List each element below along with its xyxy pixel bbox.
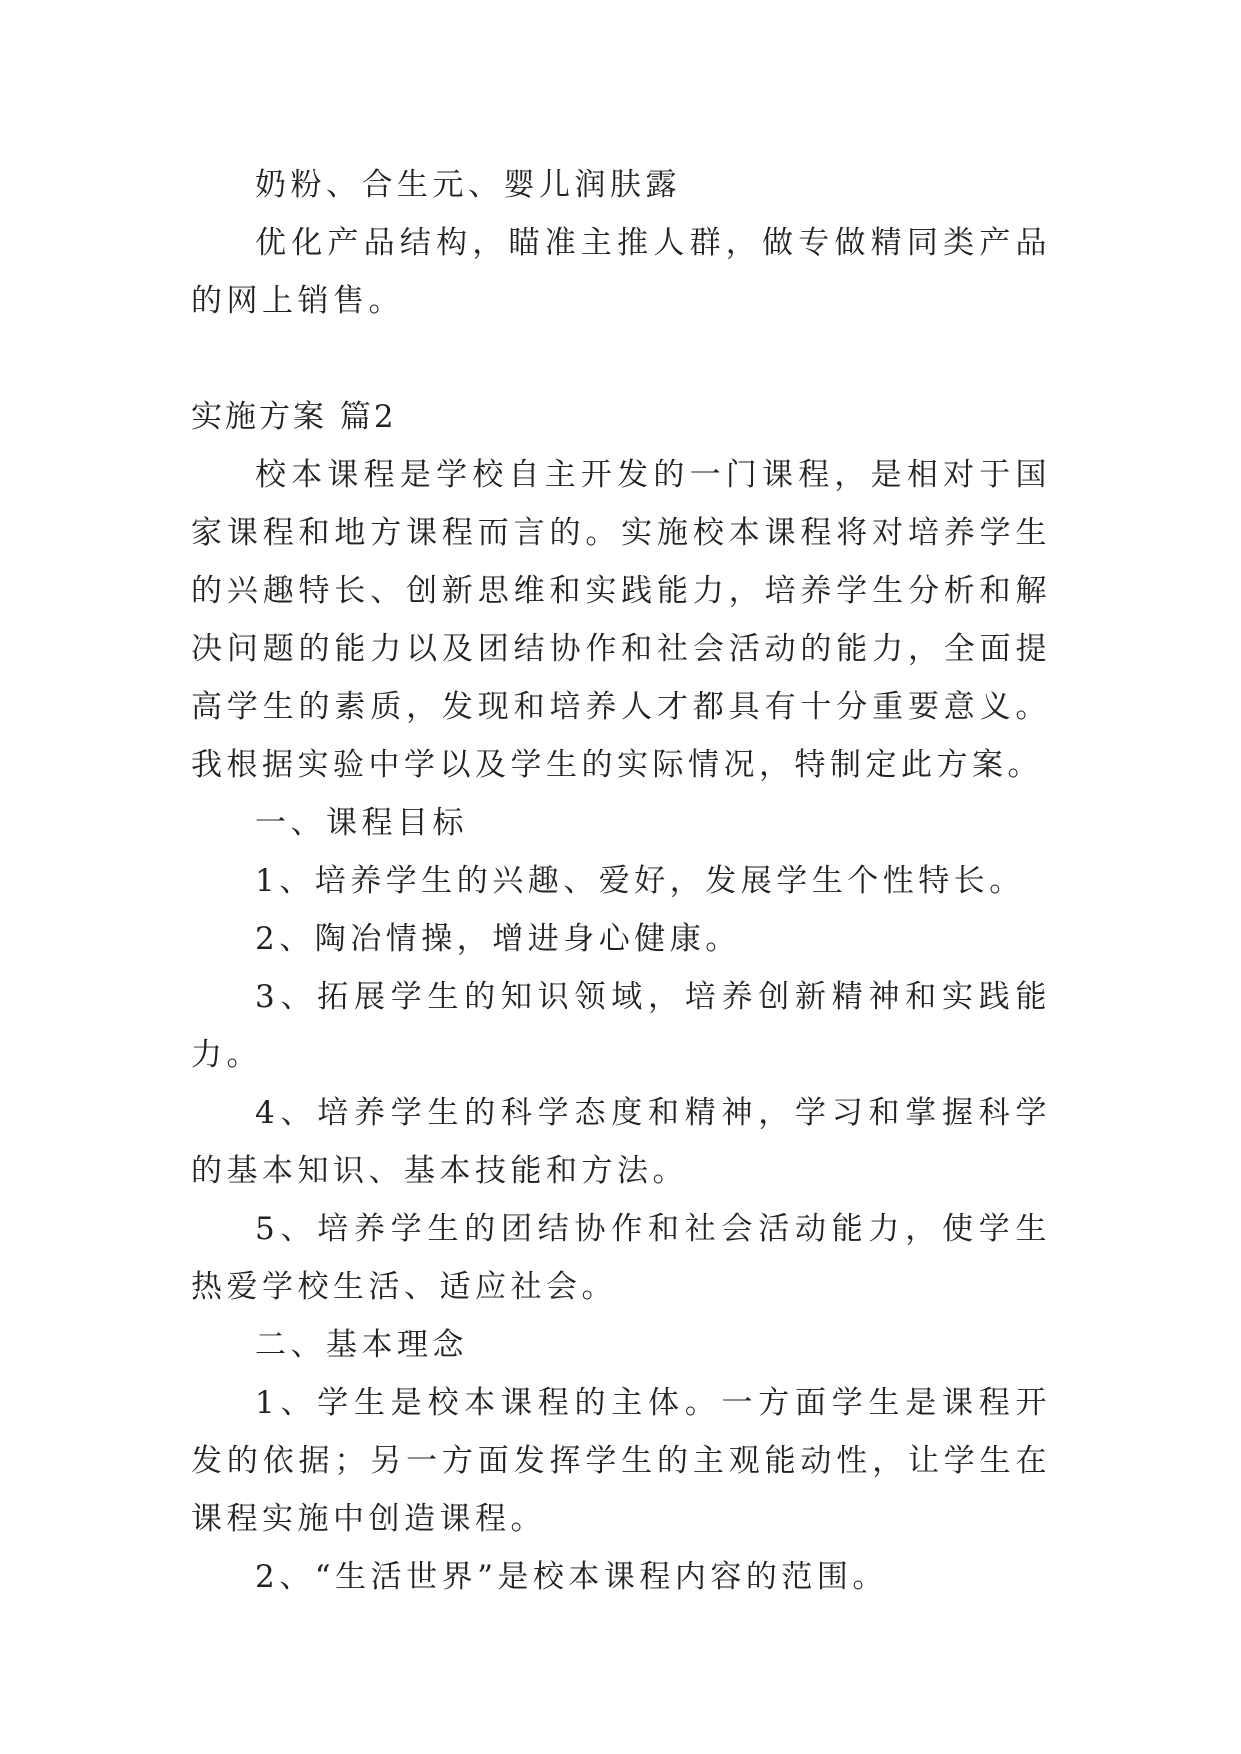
paragraph: 奶粉、合生元、婴儿润肤露 (255, 167, 681, 203)
paragraph: 校本课程是学校自主开发的一门课程，是相对于国家课程和地方课程而言的。实施校本课程将对培养学生的兴趣特长、创新思维和实践能力，培养学生分析和解决问题的能力以及团结协作和社会活动的能力，全面提高学生的素质，发现和培养人才都具有十分重要意义。我根据实验中学以及学生的实际情况，特制定此方案。 (191, 457, 1051, 783)
list-item: 5、培养学生的团结协作和社会活动能力，使学生热爱学校生活、适应社会。 (191, 1211, 1051, 1305)
list-item: 3、拓展学生的知识领域，培养创新精神和实践能力。 (191, 979, 1051, 1073)
section-title: 实施方案 篇2 (191, 399, 397, 435)
list-item: 4、培养学生的科学态度和精神，学习和掌握科学的基本知识、基本技能和方法。 (191, 1095, 1051, 1189)
subheading: 二、基本理念 (255, 1327, 468, 1363)
list-item: 1、培养学生的兴趣、爱好，发展学生个性特长。 (255, 863, 1025, 899)
list-item: 2、陶冶情操，增进身心健康。 (255, 921, 741, 957)
subheading: 一、课程目标 (255, 805, 468, 841)
list-item: 2、“生活世界”是校本课程内容的范围。 (255, 1559, 888, 1595)
document-body (191, 156, 1051, 1606)
paragraph: 优化产品结构，瞄准主推人群，做专做精同类产品的网上销售。 (191, 225, 1051, 319)
list-item: 1、学生是校本课程的主体。一方面学生是课程开发的依据；另一方面发挥学生的主观能动性，让学生在课程实施中创造课程。 (191, 1385, 1051, 1537)
